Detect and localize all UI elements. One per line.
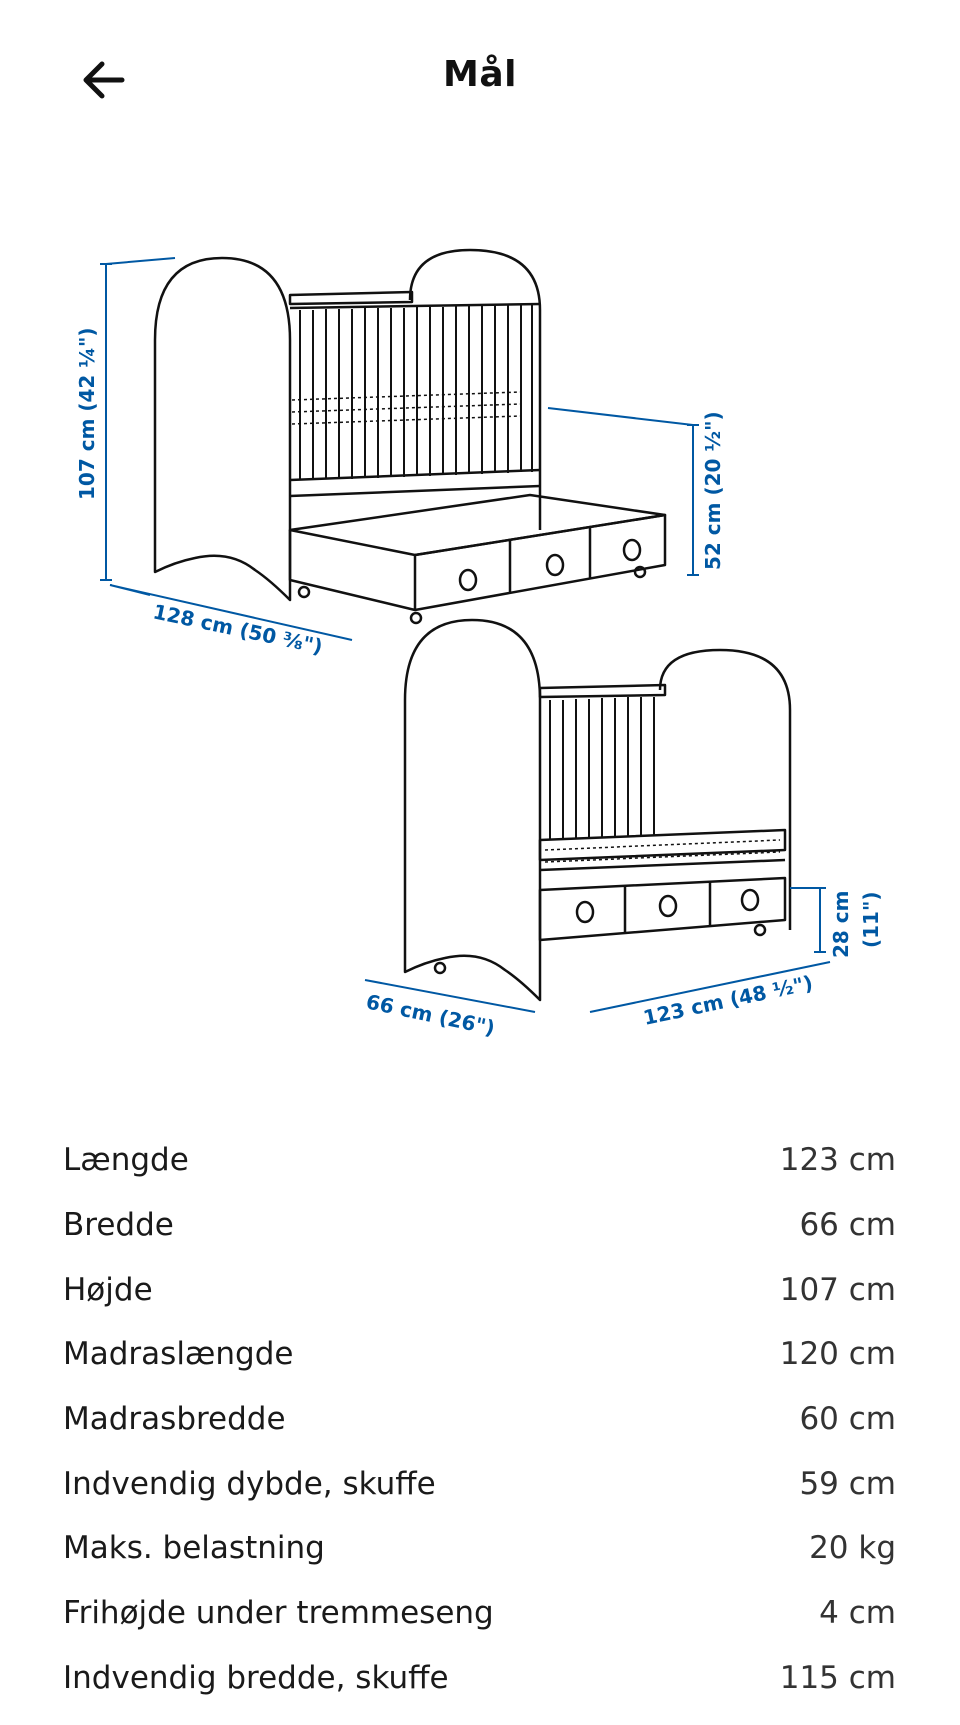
spec-label: Maks. belastning <box>63 1530 325 1567</box>
crib-slats-junior <box>550 697 654 840</box>
width-dimension-label: 66 cm (26") <box>363 989 498 1041</box>
dimensions-list <box>63 1128 896 1710</box>
spec-label: Indvendig bredde, skuffe <box>63 1659 449 1696</box>
crib-dimension-diagram <box>0 200 960 1100</box>
spec-row-drawer-width <box>63 1646 896 1711</box>
spec-value: 60 cm <box>799 1401 896 1438</box>
spec-label: Indvendig dybde, skuffe <box>63 1465 436 1502</box>
spec-label: Madrasbredde <box>63 1401 286 1438</box>
spec-label: Frihøjde under tremmeseng <box>63 1595 494 1632</box>
spec-value: 59 cm <box>799 1465 896 1502</box>
spec-row-drawer-depth <box>63 1451 896 1516</box>
bed-height-dimension-label: 52 cm (20 ½") <box>701 411 725 570</box>
spec-value: 66 cm <box>799 1207 896 1244</box>
page-title: Mål <box>443 54 517 95</box>
spec-value: 115 cm <box>779 1659 896 1696</box>
spec-row-max-load <box>63 1516 896 1581</box>
length-dimension-label: 128 cm (50 ⅜") <box>150 599 325 659</box>
top-bar <box>0 0 960 160</box>
spec-label: Bredde <box>63 1207 174 1244</box>
spec-value: 4 cm <box>819 1595 896 1632</box>
spec-row-mattress-length <box>63 1322 896 1387</box>
spec-label: Madraslængde <box>63 1336 294 1373</box>
spec-label: Længde <box>63 1142 189 1179</box>
spec-label: Højde <box>63 1271 153 1308</box>
inner-length-dimension-label: 123 cm (48 ½") <box>641 970 815 1030</box>
spec-row-mattress-width <box>63 1387 896 1452</box>
spec-value: 20 kg <box>809 1530 896 1567</box>
crib-illustration-junior <box>405 620 790 1000</box>
spec-value: 107 cm <box>779 1271 896 1308</box>
drawer-height-inch-label: (11") <box>859 891 883 948</box>
spec-row-height <box>63 1257 896 1322</box>
spec-value: 120 cm <box>779 1336 896 1373</box>
height-dimension-label: 107 cm (42 ¼") <box>75 327 99 500</box>
drawer-height-dimension-label: 28 cm <box>829 890 853 958</box>
drawer-full <box>290 495 665 623</box>
spec-value: 123 cm <box>779 1142 896 1179</box>
spec-row-clearance <box>63 1581 896 1646</box>
spec-row-width <box>63 1193 896 1258</box>
spec-row-length <box>63 1128 896 1193</box>
